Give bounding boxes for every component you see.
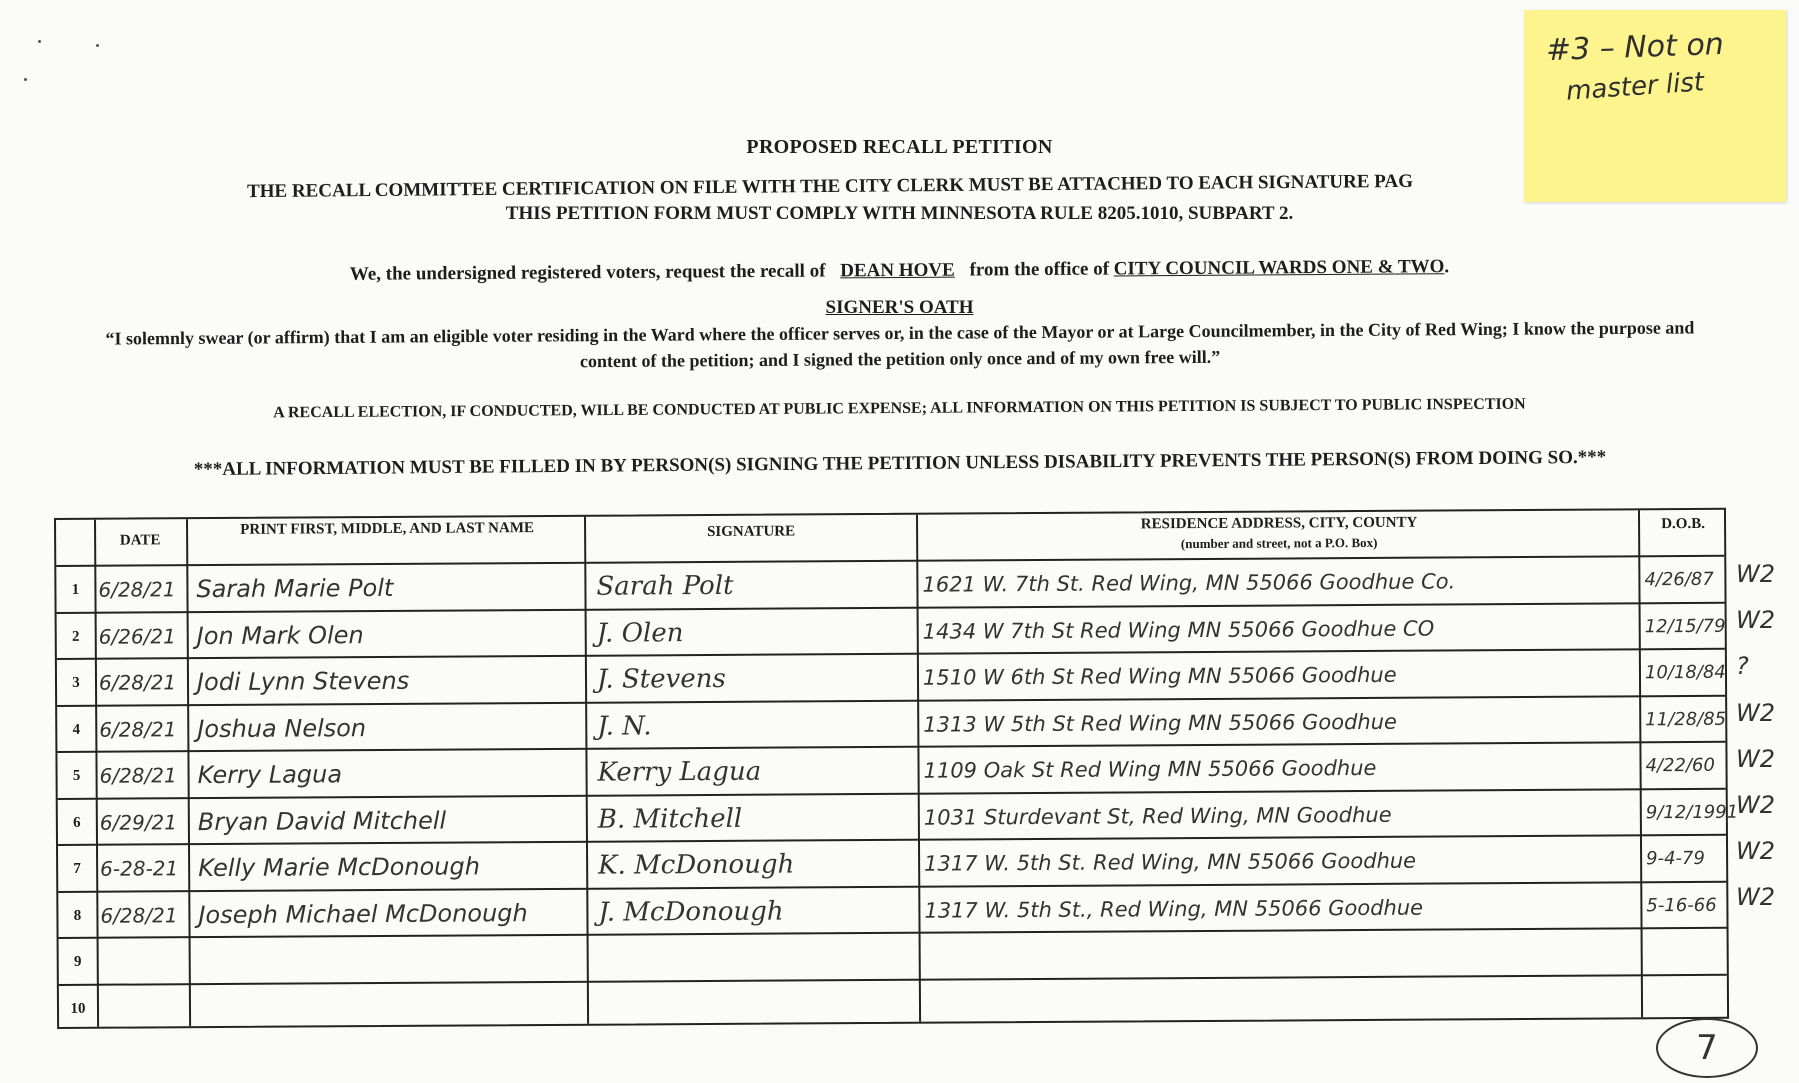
row-date: 6/28/21 bbox=[98, 670, 177, 695]
header-dob: D.O.B. bbox=[1661, 515, 1705, 533]
row-date: 6/26/21 bbox=[98, 623, 176, 649]
header-address-label: RESIDENCE ADDRESS, CITY, COUNTY bbox=[1140, 514, 1418, 533]
ward-annotation: W2 bbox=[1736, 560, 1775, 588]
row-number: 5 bbox=[72, 767, 81, 784]
header-name: PRINT FIRST, MIDDLE, AND LAST NAME bbox=[240, 520, 535, 538]
row-dob: 12/15/79 bbox=[1644, 615, 1726, 637]
row-number: 2 bbox=[71, 628, 80, 645]
scan-speck bbox=[38, 40, 41, 43]
ward-annotation: ? bbox=[1736, 652, 1749, 681]
row-number: 10 bbox=[70, 1000, 86, 1017]
ward-annotation: W2 bbox=[1736, 883, 1775, 912]
ward-annotation: W2 bbox=[1736, 837, 1775, 866]
row-address: 1317 W. 5th St. Red Wing, MN 55066 Goodhue bbox=[924, 848, 1417, 876]
petition-title: PROPOSED RECALL PETITION bbox=[746, 136, 1053, 158]
row-date: 6/29/21 bbox=[99, 809, 178, 835]
row-name: Kelly Marie McDonough bbox=[198, 852, 481, 883]
oath-text: “I solemnly swear (or affirm) that I am an eligible voter residing in the Ward where the officer serves or, in the case of the Mayor or at Large Councilmember, in the City of Red Wing; I know the purpose and content of the petition; and I signed the petition only once and of my own free will.” bbox=[105, 317, 1695, 372]
ward-annotation: W2 bbox=[1736, 606, 1775, 635]
official-name: DEAN HOVE bbox=[840, 259, 955, 282]
row-date: 6/28/21 bbox=[100, 902, 178, 928]
row-number: 9 bbox=[73, 953, 82, 970]
row-dob: 9/12/1991 bbox=[1645, 801, 1739, 823]
row-dob: 10/18/84 bbox=[1644, 661, 1726, 684]
scan-speck bbox=[24, 78, 27, 81]
row-date: 6/28/21 bbox=[99, 716, 177, 742]
row-name: Joshua Nelson bbox=[197, 713, 367, 743]
table-row bbox=[59, 973, 1727, 1029]
row-number: 4 bbox=[72, 721, 81, 738]
row-date: 6/28/21 bbox=[99, 763, 177, 788]
row-name: Jodi Lynn Stevens bbox=[196, 666, 410, 697]
certification-notice: THE RECALL COMMITTEE CERTIFICATION ON FILE WITH THE CITY CLERK MUST BE ATTACHED TO EACH SIGNATURE PAG bbox=[246, 170, 1414, 203]
header-date: DATE bbox=[119, 532, 161, 549]
row-name: Joseph Michael McDonough bbox=[198, 898, 528, 929]
row-number: 3 bbox=[72, 674, 80, 691]
row-number: 8 bbox=[73, 907, 82, 924]
ward-annotation: W2 bbox=[1736, 698, 1775, 727]
row-address: 1510 W 6th St Red Wing MN 55066 Goodhue bbox=[922, 662, 1397, 690]
signature-table bbox=[54, 508, 1739, 1029]
row-name: Sarah Marie Polt bbox=[196, 573, 394, 604]
row-name: Kerry Lagua bbox=[197, 760, 343, 790]
row-signature: Kerry Lagua bbox=[597, 756, 762, 788]
row-address: 1434 W 7th St Red Wing MN 55066 Goodhue CO bbox=[922, 616, 1435, 644]
row-signature: B. Mitchell bbox=[597, 803, 743, 835]
fill-in-notice: ***ALL INFORMATION MUST BE FILLED IN BY PERSON(S) SIGNING THE PETITION UNLESS DISABILITY PREVENTS THE PERSON(S) FROM DOING SO.*** bbox=[193, 446, 1607, 481]
rule-compliance-notice: THIS PETITION FORM MUST COMPLY WITH MINNESOTA RULE 8205.1010, SUBPART 2. bbox=[505, 203, 1294, 224]
row-dob: 4/26/87 bbox=[1644, 568, 1714, 591]
row-date: 6-28-21 bbox=[100, 856, 179, 881]
row-address: 1109 Oak St Red Wing MN 55066 Goodhue bbox=[923, 755, 1377, 783]
header-address bbox=[918, 510, 1640, 558]
row-address: 1621 W. 7th St. Red Wing, MN 55066 Goodhue Co. bbox=[922, 569, 1456, 597]
header-signature: SIGNATURE bbox=[707, 523, 796, 541]
request-prefix: We, the undersigned registered voters, request the recall of bbox=[349, 260, 826, 285]
row-dob: 9-4-79 bbox=[1646, 847, 1705, 870]
row-signature: J. N. bbox=[597, 710, 652, 742]
row-address: 1317 W. 5th St., Red Wing, MN 55066 Goodhue bbox=[924, 895, 1424, 923]
row-address: 1313 W 5th St Red Wing MN 55066 Goodhue bbox=[923, 709, 1397, 737]
sticky-note-line2: master list bbox=[1565, 67, 1706, 107]
row-signature: J. Olen bbox=[596, 617, 684, 649]
ward-annotation: W2 bbox=[1736, 791, 1775, 819]
sticky-note bbox=[1524, 10, 1786, 202]
recall-request bbox=[0, 254, 1799, 289]
row-dob: 5-16-66 bbox=[1646, 894, 1717, 916]
row-number: 7 bbox=[73, 860, 81, 877]
row-dob: 11/28/85 bbox=[1645, 708, 1727, 730]
header-address-sub: (number and street, not a P.O. Box) bbox=[1180, 534, 1378, 552]
row-date: 6/28/21 bbox=[98, 577, 176, 602]
row-signature: Sarah Polt bbox=[596, 570, 734, 602]
row-name: Bryan David Mitchell bbox=[197, 806, 447, 836]
row-number: 6 bbox=[73, 814, 81, 831]
page-number: 7 bbox=[1656, 1018, 1758, 1078]
row-signature: J. McDonough bbox=[598, 896, 784, 928]
ward-annotation: W2 bbox=[1736, 744, 1775, 773]
scan-speck bbox=[96, 44, 99, 47]
row-number: 1 bbox=[71, 581, 80, 598]
row-signature: K. McDonough bbox=[598, 849, 795, 881]
row-dob: 4/22/60 bbox=[1645, 754, 1715, 777]
office-name: CITY COUNCIL WARDS ONE & TWO bbox=[1113, 256, 1445, 280]
sticky-note-line1: #3 – Not on bbox=[1545, 26, 1725, 69]
oath-heading: SIGNER'S OATH bbox=[825, 297, 974, 318]
request-suffix: . bbox=[1444, 256, 1450, 278]
row-name: Jon Mark Olen bbox=[196, 620, 364, 650]
row-address: 1031 Sturdevant St, Red Wing, MN Goodhue bbox=[923, 802, 1392, 830]
row-signature: J. Stevens bbox=[596, 663, 726, 695]
request-middle: from the office of bbox=[969, 258, 1110, 281]
public-expense-notice: A RECALL ELECTION, IF CONDUCTED, WILL BE CONDUCTED AT PUBLIC EXPENSE; ALL INFORMATION ON THIS PETITION IS SUBJECT TO PUBLIC INSPECTION bbox=[273, 395, 1526, 422]
